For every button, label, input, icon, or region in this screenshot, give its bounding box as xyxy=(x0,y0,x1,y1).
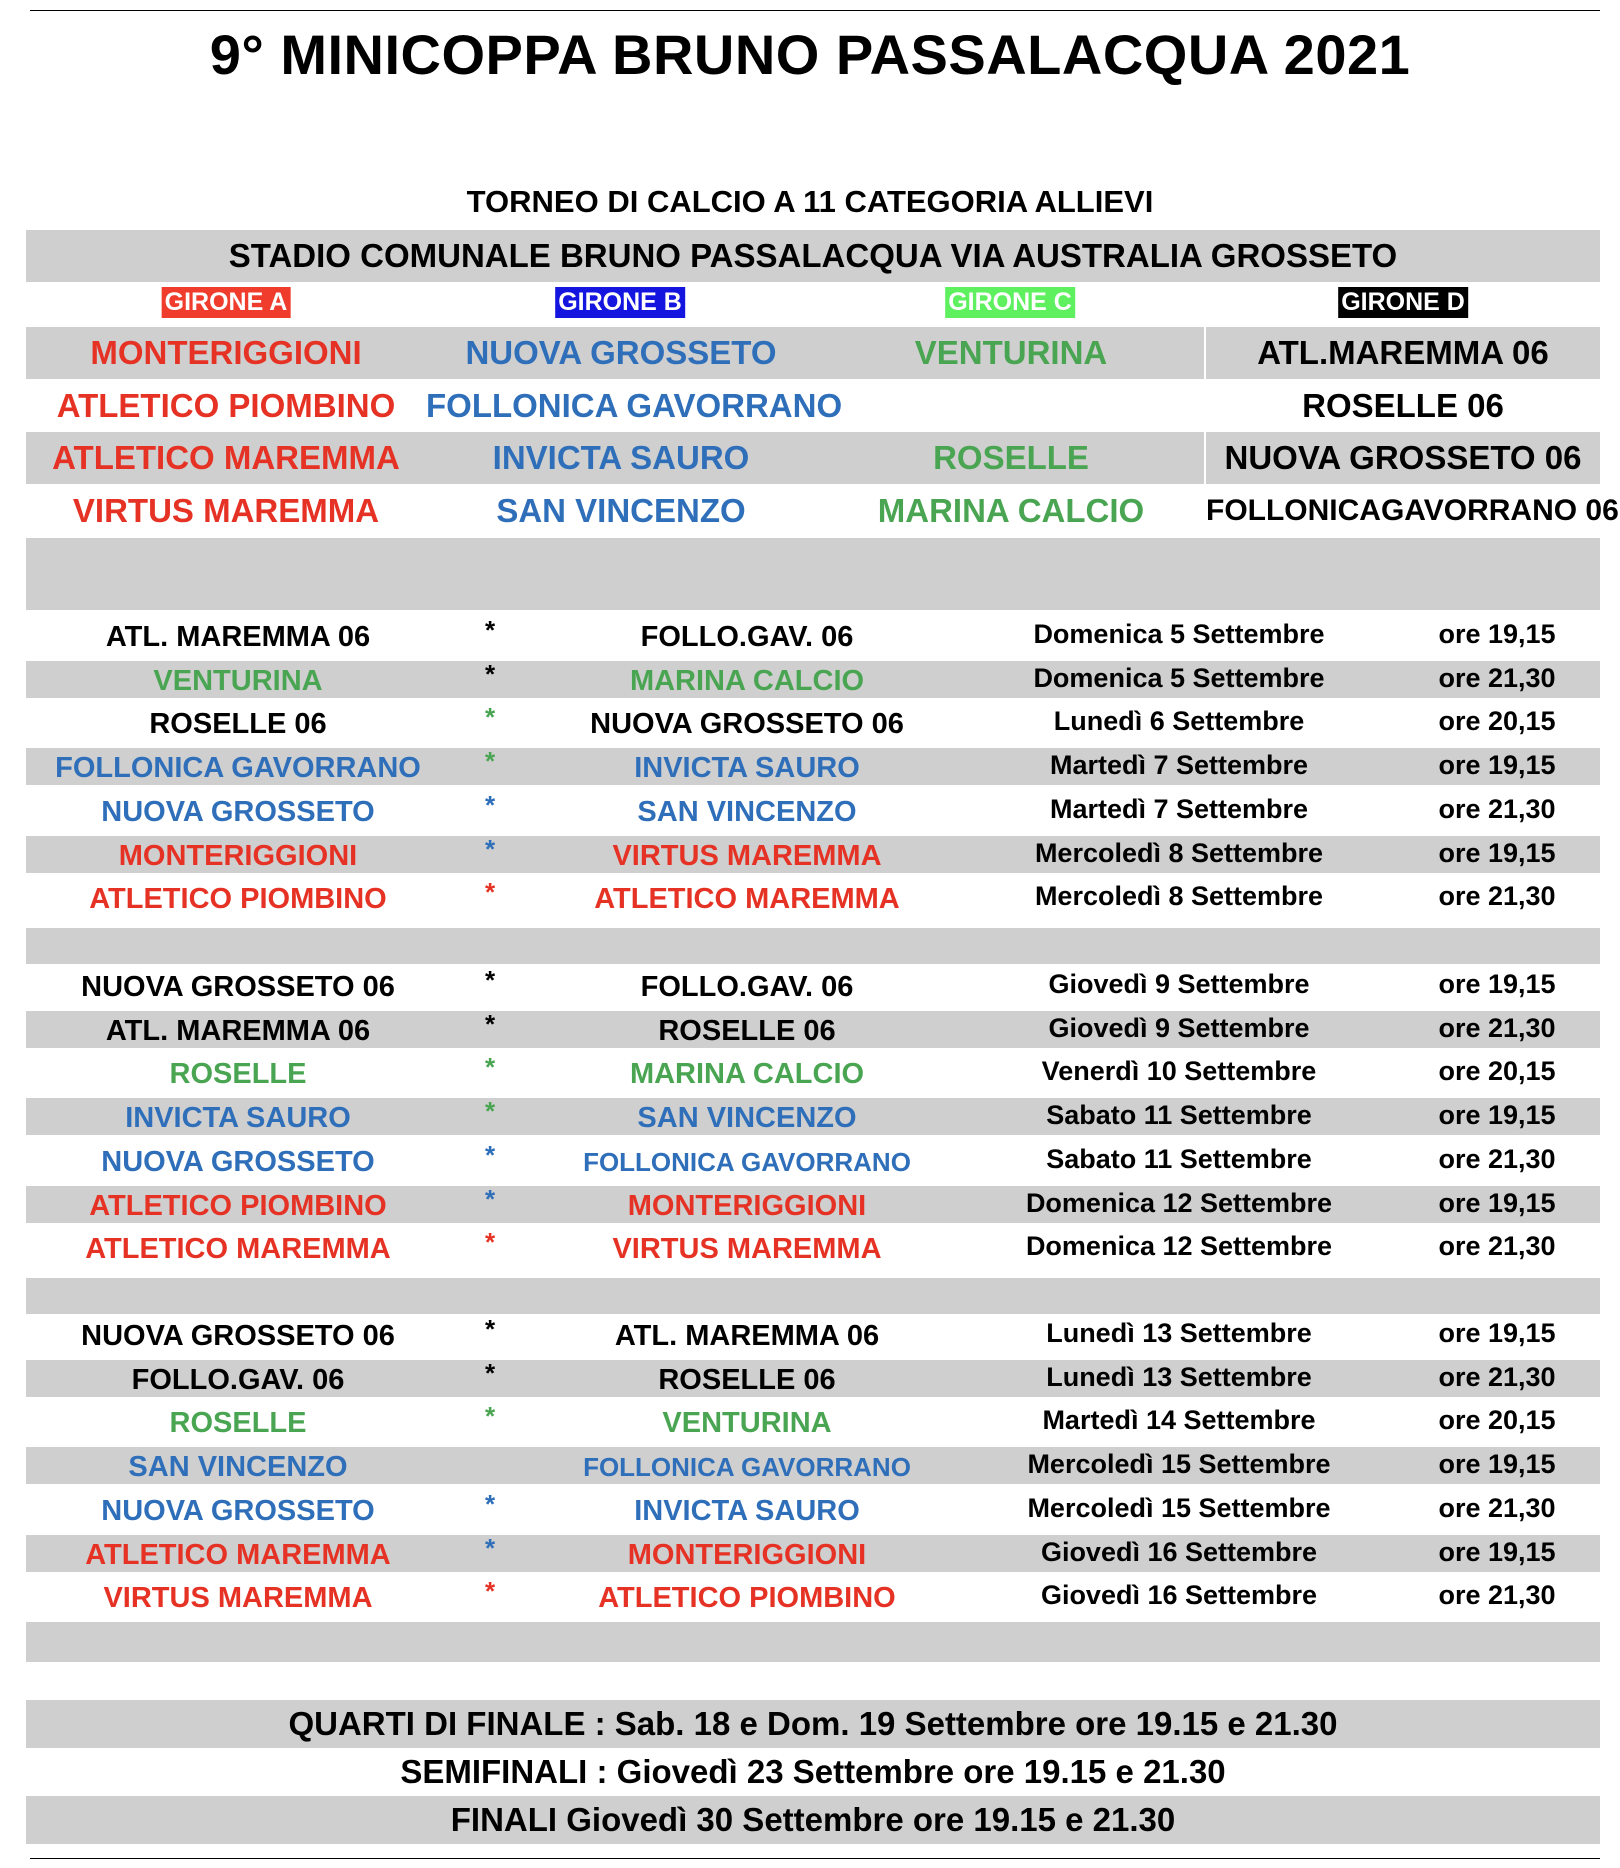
away-team: VIRTUS MAREMMA xyxy=(612,840,882,872)
home-team: VIRTUS MAREMMA xyxy=(103,1582,373,1614)
match-date: Domenica 12 Settembre xyxy=(1025,1188,1333,1218)
match-date: Giovedì 16 Settembre xyxy=(1040,1580,1318,1610)
match-time: ore 21,30 xyxy=(1438,1493,1556,1523)
match-row xyxy=(26,1447,1600,1484)
group-row xyxy=(26,485,1619,537)
away-team: SAN VINCENZO xyxy=(637,1102,857,1134)
match-row xyxy=(26,704,1600,741)
match-row xyxy=(26,1535,1600,1572)
match-date: Martedì 7 Settembre xyxy=(1049,750,1309,780)
versus-separator: * xyxy=(484,965,496,995)
group-team-cell: ATLETICO PIOMBINO xyxy=(56,387,396,424)
match-date: Giovedì 16 Settembre xyxy=(1040,1537,1318,1567)
versus-separator: * xyxy=(484,1489,496,1519)
away-team: MONTERIGGIONI xyxy=(627,1190,867,1222)
match-row xyxy=(26,879,1600,916)
home-team: ROSELLE xyxy=(169,1058,307,1090)
home-team: ATLETICO PIOMBINO xyxy=(89,1190,387,1222)
versus-separator: * xyxy=(484,1401,496,1431)
versus-separator: * xyxy=(484,1096,496,1126)
away-team: VIRTUS MAREMMA xyxy=(612,1233,882,1265)
match-time: ore 21,30 xyxy=(1438,1362,1556,1392)
versus-separator: * xyxy=(484,1314,496,1344)
match-row xyxy=(26,1186,1600,1223)
spacer-band xyxy=(26,928,1600,964)
home-team: SAN VINCENZO xyxy=(128,1451,348,1483)
versus-separator: * xyxy=(484,790,496,820)
versus-separator: * xyxy=(484,702,496,732)
group-team-cell: ROSELLE xyxy=(933,439,1089,476)
away-team: FOLLO.GAV. 06 xyxy=(640,621,854,653)
versus-separator: * xyxy=(484,659,496,689)
versus-separator: * xyxy=(484,1009,496,1039)
match-row xyxy=(26,836,1600,873)
group-team-cell: MARINA CALCIO xyxy=(877,492,1145,529)
away-team: INVICTA SAURO xyxy=(634,1495,860,1527)
match-time: ore 21,30 xyxy=(1438,794,1556,824)
match-row xyxy=(26,792,1600,829)
versus-separator: * xyxy=(484,1358,496,1388)
match-date: Sabato 11 Settembre xyxy=(1046,1144,1312,1174)
match-time: ore 19,15 xyxy=(1438,1100,1556,1130)
spacer-band xyxy=(26,1622,1600,1662)
away-team: FOLLO.GAV. 06 xyxy=(640,971,854,1003)
match-time: ore 21,30 xyxy=(1438,663,1556,693)
match-time: ore 21,30 xyxy=(1438,1231,1556,1261)
match-row xyxy=(26,1316,1600,1353)
home-team: ATL. MAREMMA 06 xyxy=(105,1015,371,1047)
match-row xyxy=(26,967,1600,1004)
match-row xyxy=(26,1360,1600,1397)
home-team: NUOVA GROSSETO xyxy=(101,796,375,828)
spacer-band xyxy=(26,538,1600,610)
home-team: FOLLONICA GAVORRANO xyxy=(55,752,421,784)
group-row xyxy=(26,432,1600,484)
match-date: Sabato 11 Settembre xyxy=(1046,1100,1312,1130)
group-header-badge: GIRONE A xyxy=(162,287,291,318)
away-team: ROSELLE 06 xyxy=(658,1015,836,1047)
versus-separator: * xyxy=(484,1052,496,1082)
finals-line: FINALI Giovedì 30 Settembre ore 19.15 e 21.30 xyxy=(26,1796,1600,1844)
match-row xyxy=(26,617,1600,654)
venue-banner: STADIO COMUNALE BRUNO PASSALACQUA VIA AUSTRALIA GROSSETO xyxy=(26,230,1600,282)
home-team: ROSELLE xyxy=(169,1407,307,1439)
away-team: MARINA CALCIO xyxy=(629,1058,865,1090)
match-date: Mercoledì 15 Settembre xyxy=(1027,1449,1331,1479)
match-time: ore 19,15 xyxy=(1438,838,1556,868)
group-team-cell: VIRTUS MAREMMA xyxy=(72,492,380,529)
away-team: ATLETICO MAREMMA xyxy=(594,883,900,915)
finals-line: QUARTI DI FINALE : Sab. 18 e Dom. 19 Settembre ore 19.15 e 21.30 xyxy=(26,1700,1600,1748)
tournament-subtitle: TORNEO DI CALCIO A 11 CATEGORIA ALLIEVI xyxy=(466,184,1154,219)
group-team-cell: ATLETICO MAREMMA xyxy=(52,439,400,476)
match-row xyxy=(26,1054,1600,1091)
away-team: ROSELLE 06 xyxy=(658,1364,836,1396)
away-team: NUOVA GROSSETO 06 xyxy=(590,708,904,740)
away-team: FOLLONICA GAVORRANO xyxy=(583,1147,911,1177)
group-header-badge: GIRONE B xyxy=(555,287,685,318)
match-row xyxy=(26,1011,1600,1048)
match-date: Mercoledì 8 Settembre xyxy=(1034,881,1324,911)
away-team: ATL. MAREMMA 06 xyxy=(614,1320,880,1352)
match-row xyxy=(26,1229,1600,1266)
group-team-cell: NUOVA GROSSETO 06 xyxy=(1224,439,1582,476)
match-time: ore 20,15 xyxy=(1438,706,1556,736)
home-team: MONTERIGGIONI xyxy=(118,840,358,872)
match-time: ore 21,30 xyxy=(1438,1013,1556,1043)
home-team: ATL. MAREMMA 06 xyxy=(105,621,371,653)
home-team: NUOVA GROSSETO 06 xyxy=(81,1320,395,1352)
away-team: MONTERIGGIONI xyxy=(627,1539,867,1571)
bottom-rule xyxy=(30,1858,1600,1859)
group-team-cell: NUOVA GROSSETO xyxy=(465,334,777,371)
match-date: Lunedì 13 Settembre xyxy=(1046,1362,1312,1392)
match-date: Mercoledì 15 Settembre xyxy=(1027,1493,1331,1523)
group-team-cell: INVICTA SAURO xyxy=(492,439,750,476)
group-team-cell: ROSELLE 06 xyxy=(1302,387,1504,424)
home-team: ATLETICO PIOMBINO xyxy=(89,883,387,915)
home-team: VENTURINA xyxy=(153,665,323,697)
match-date: Mercoledì 8 Settembre xyxy=(1034,838,1324,868)
away-team: ATLETICO PIOMBINO xyxy=(598,1582,896,1614)
group-header-badge: GIRONE C xyxy=(945,287,1075,318)
home-team: ATLETICO MAREMMA xyxy=(85,1539,391,1571)
group-team-cell: FOLLONICA GAVORRANO xyxy=(426,387,843,424)
match-date: Domenica 12 Settembre xyxy=(1025,1231,1333,1261)
match-row xyxy=(26,1403,1600,1440)
match-row xyxy=(26,1578,1600,1615)
match-time: ore 19,15 xyxy=(1438,1449,1556,1479)
versus-separator: * xyxy=(484,877,496,907)
match-date: Martedì 14 Settembre xyxy=(1042,1405,1316,1435)
match-date: Giovedì 9 Settembre xyxy=(1048,969,1310,999)
match-date: Lunedì 6 Settembre xyxy=(1053,706,1305,736)
versus-separator: * xyxy=(484,746,496,776)
match-date: Martedì 7 Settembre xyxy=(1049,794,1309,824)
match-time: ore 19,15 xyxy=(1438,619,1556,649)
match-time: ore 21,30 xyxy=(1438,1144,1556,1174)
versus-separator: * xyxy=(484,615,496,645)
away-team: MARINA CALCIO xyxy=(629,665,865,697)
match-row xyxy=(26,1098,1600,1135)
finals-line: SEMIFINALI : Giovedì 23 Settembre ore 19.15 e 21.30 xyxy=(400,1753,1226,1790)
match-row xyxy=(26,1142,1600,1179)
away-team: VENTURINA xyxy=(662,1407,832,1439)
versus-separator: * xyxy=(484,1227,496,1257)
versus-separator: * xyxy=(484,1140,496,1170)
spacer-band xyxy=(26,1278,1600,1314)
group-team-cell: ATL.MAREMMA 06 xyxy=(1257,334,1549,371)
home-team: FOLLO.GAV. 06 xyxy=(131,1364,345,1396)
versus-separator xyxy=(450,1447,530,1484)
home-team: NUOVA GROSSETO 06 xyxy=(81,971,395,1003)
match-time: ore 19,15 xyxy=(1438,750,1556,780)
match-time: ore 21,30 xyxy=(1438,1580,1556,1610)
page-title: 9° MINICOPPA BRUNO PASSALACQUA 2021 xyxy=(209,23,1411,86)
versus-separator: * xyxy=(484,1576,496,1606)
home-team: INVICTA SAURO xyxy=(125,1102,351,1134)
away-team: SAN VINCENZO xyxy=(637,796,857,828)
versus-separator: * xyxy=(484,834,496,864)
match-date: Domenica 5 Settembre xyxy=(1033,663,1325,693)
match-date: Domenica 5 Settembre xyxy=(1033,619,1325,649)
away-team: FOLLONICA GAVORRANO xyxy=(583,1452,911,1482)
match-row xyxy=(26,661,1600,698)
match-time: ore 20,15 xyxy=(1438,1056,1556,1086)
match-time: ore 20,15 xyxy=(1438,1405,1556,1435)
group-row xyxy=(26,380,1600,432)
match-row xyxy=(26,748,1600,785)
home-team: NUOVA GROSSETO xyxy=(101,1495,375,1527)
group-team-cell: FOLLONICAGAVORRANO 06 xyxy=(1206,494,1619,527)
match-time: ore 21,30 xyxy=(1438,881,1556,911)
top-rule xyxy=(30,10,1600,11)
versus-separator: * xyxy=(484,1184,496,1214)
group-row xyxy=(26,327,1600,379)
home-team: ATLETICO MAREMMA xyxy=(85,1233,391,1265)
group-header-badge: GIRONE D xyxy=(1338,287,1468,318)
group-team-cell: MONTERIGGIONI xyxy=(90,334,362,371)
away-team: INVICTA SAURO xyxy=(634,752,860,784)
versus-separator: * xyxy=(484,1533,496,1563)
group-team-cell xyxy=(816,380,1206,432)
match-row xyxy=(26,1491,1600,1528)
group-team-cell: VENTURINA xyxy=(914,334,1108,371)
match-time: ore 19,15 xyxy=(1438,969,1556,999)
match-time: ore 19,15 xyxy=(1438,1318,1556,1348)
group-team-cell: SAN VINCENZO xyxy=(496,492,746,529)
match-date: Giovedì 9 Settembre xyxy=(1048,1013,1310,1043)
match-date: Lunedì 13 Settembre xyxy=(1046,1318,1312,1348)
match-date: Venerdì 10 Settembre xyxy=(1041,1056,1317,1086)
home-team: ROSELLE 06 xyxy=(149,708,327,740)
match-time: ore 19,15 xyxy=(1438,1188,1556,1218)
match-time: ore 19,15 xyxy=(1438,1537,1556,1567)
home-team: NUOVA GROSSETO xyxy=(101,1146,375,1178)
